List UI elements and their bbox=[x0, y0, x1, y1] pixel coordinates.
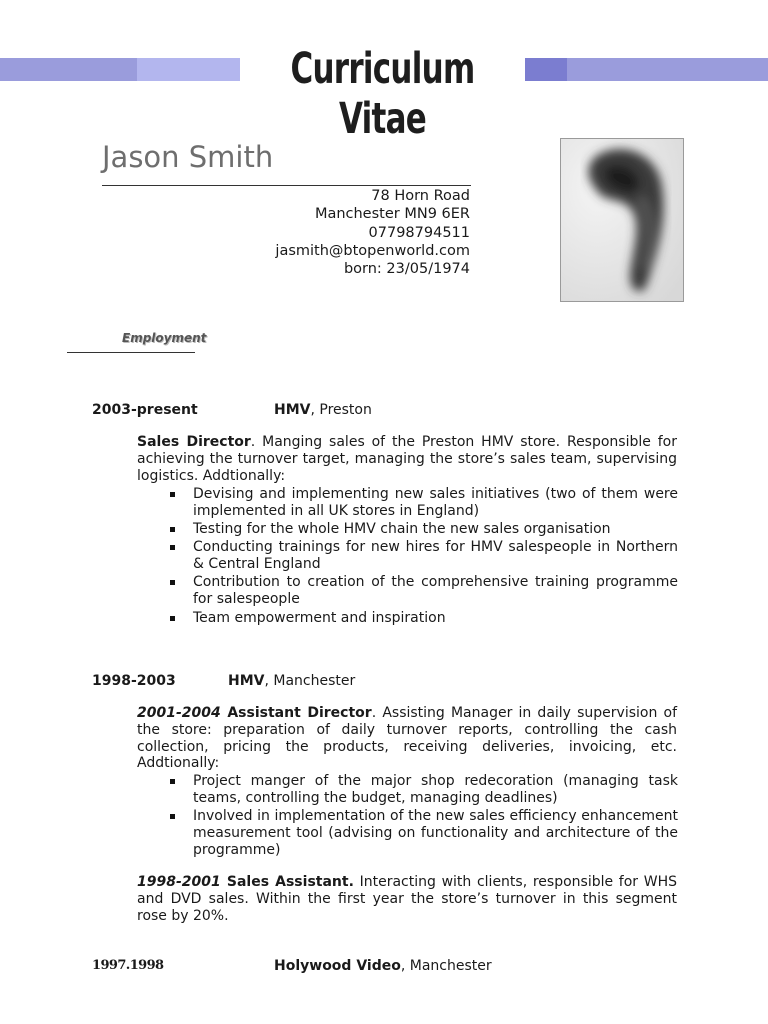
name-divider bbox=[102, 185, 471, 186]
list-item: Devising and implementing new sales initiatives (two of them were implemented in all UK stores in England) bbox=[166, 486, 678, 520]
portrait-image bbox=[561, 139, 683, 301]
job-bullets-1 bbox=[166, 486, 678, 628]
list-item: Project manger of the major shop redecoration (managing task teams, controlling the budget, managing deadlines) bbox=[166, 773, 678, 807]
job-description-2a: 2001-2004 Assistant Director. Assisting Manager in daily supervision of the store: preparation of daily turnover reports, controlling the cash collection, pricing the products, receiving deliveries, invoicing, etc. Addtionally: bbox=[137, 705, 678, 772]
section-heading-employment: Employment bbox=[122, 331, 207, 345]
candidate-name: Jason Smith bbox=[102, 140, 274, 174]
contact-block bbox=[200, 187, 470, 278]
job-description-1: Sales Director. Manging sales of the Preston HMV store. Responsible for achieving the turnover target, managing the store’s sales team, supervising logistics. Addtionally: bbox=[137, 434, 677, 484]
job-company: Holywood Video, Manchester bbox=[274, 958, 492, 974]
job-years: 2003-present bbox=[92, 402, 198, 418]
list-item: Testing for the whole HMV chain the new sales organisation bbox=[166, 521, 678, 538]
header-band-left bbox=[0, 58, 137, 81]
header-band-right-light bbox=[525, 58, 567, 81]
list-item: Involved in implementation of the new sales efficiency enhancement measurement tool (advising on functionality and architecture of the programme) bbox=[166, 808, 678, 858]
header-band-right bbox=[567, 58, 768, 81]
page-title: Curriculum Vitae bbox=[240, 44, 525, 94]
email-address: jasmith@btopenworld.com bbox=[275, 242, 470, 259]
job-years: 1997.1998 bbox=[92, 958, 164, 973]
list-item: Team empowerment and inspiration bbox=[166, 610, 678, 627]
job-company: HMV, Manchester bbox=[228, 673, 356, 689]
job-description-2b: 1998-2001 Sales Assistant. Interacting with clients, responsible for WHS and DVD sales. Within the first year the store’s turnover in this segment rose by 20%. bbox=[137, 874, 678, 924]
list-item: Conducting trainings for new hires for HMV salespeople in Northern & Central England bbox=[166, 539, 678, 573]
portrait-photo-icon bbox=[560, 138, 684, 302]
birth-date: born: 23/05/1974 bbox=[343, 261, 470, 278]
section-divider bbox=[67, 352, 195, 353]
job-bullets-2 bbox=[166, 773, 678, 860]
address-line-1: 78 Horn Road bbox=[371, 188, 470, 204]
phone-number: 07798794511 bbox=[368, 224, 470, 241]
header-band-mid bbox=[137, 58, 240, 81]
list-item: Contribution to creation of the comprehensive training programme for salespeople bbox=[166, 574, 678, 608]
job-company: HMV, Preston bbox=[274, 402, 372, 418]
job-years: 1998-2003 bbox=[92, 673, 176, 689]
address-line-2: Manchester MN9 6ER bbox=[314, 206, 470, 223]
